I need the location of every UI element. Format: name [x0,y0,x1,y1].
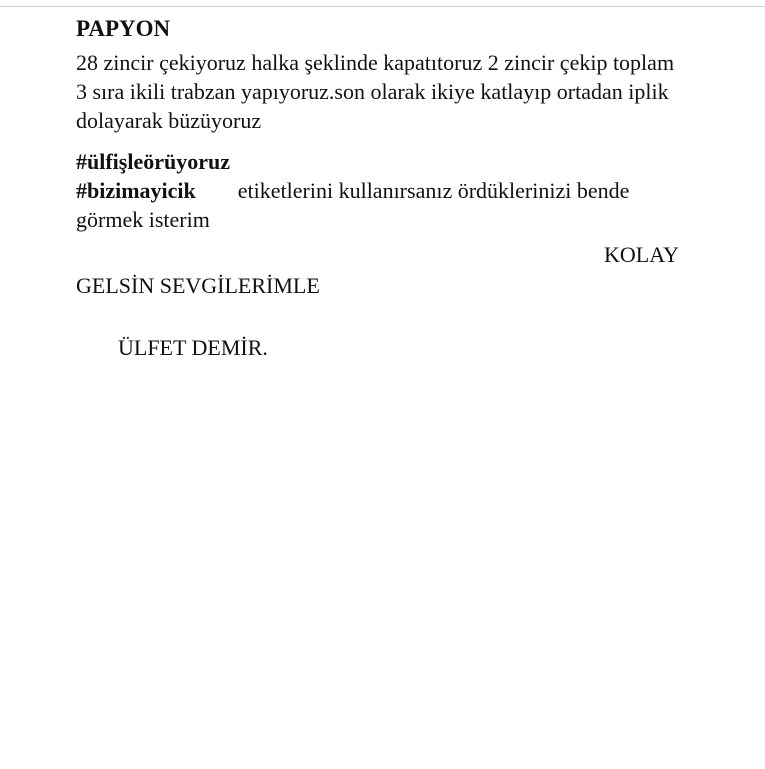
hashtag-ulfisleoruyoruz: #ülfişleörüyoruz [76,149,230,174]
gelsin-sevgilerimle-text: GELSİN SEVGİLERİMLE [76,273,320,298]
instructions-paragraph: 28 zincir çekiyoruz halka şeklinde kapatıtoruz 2 zincir çekip toplam 3 sıra ikili trabzan yapıyoruz.son olarak ikiye katlayıp ortadan iplik dolayarak büzüyoruz [76,50,675,133]
hashtag-block [76,147,686,234]
top-divider [0,6,765,7]
author-signature: ÜLFET DEMİR. [118,335,268,360]
document-title: PAPYON [76,16,171,41]
tag-instruction-text: etiketlerini kullanırsanız ördüklerinizi bende görmek isterim [76,178,630,232]
hashtag-bizimayicik: #bizimayicik [76,178,196,203]
document-body [76,14,686,362]
kolay-text: KOLAY [604,242,679,267]
